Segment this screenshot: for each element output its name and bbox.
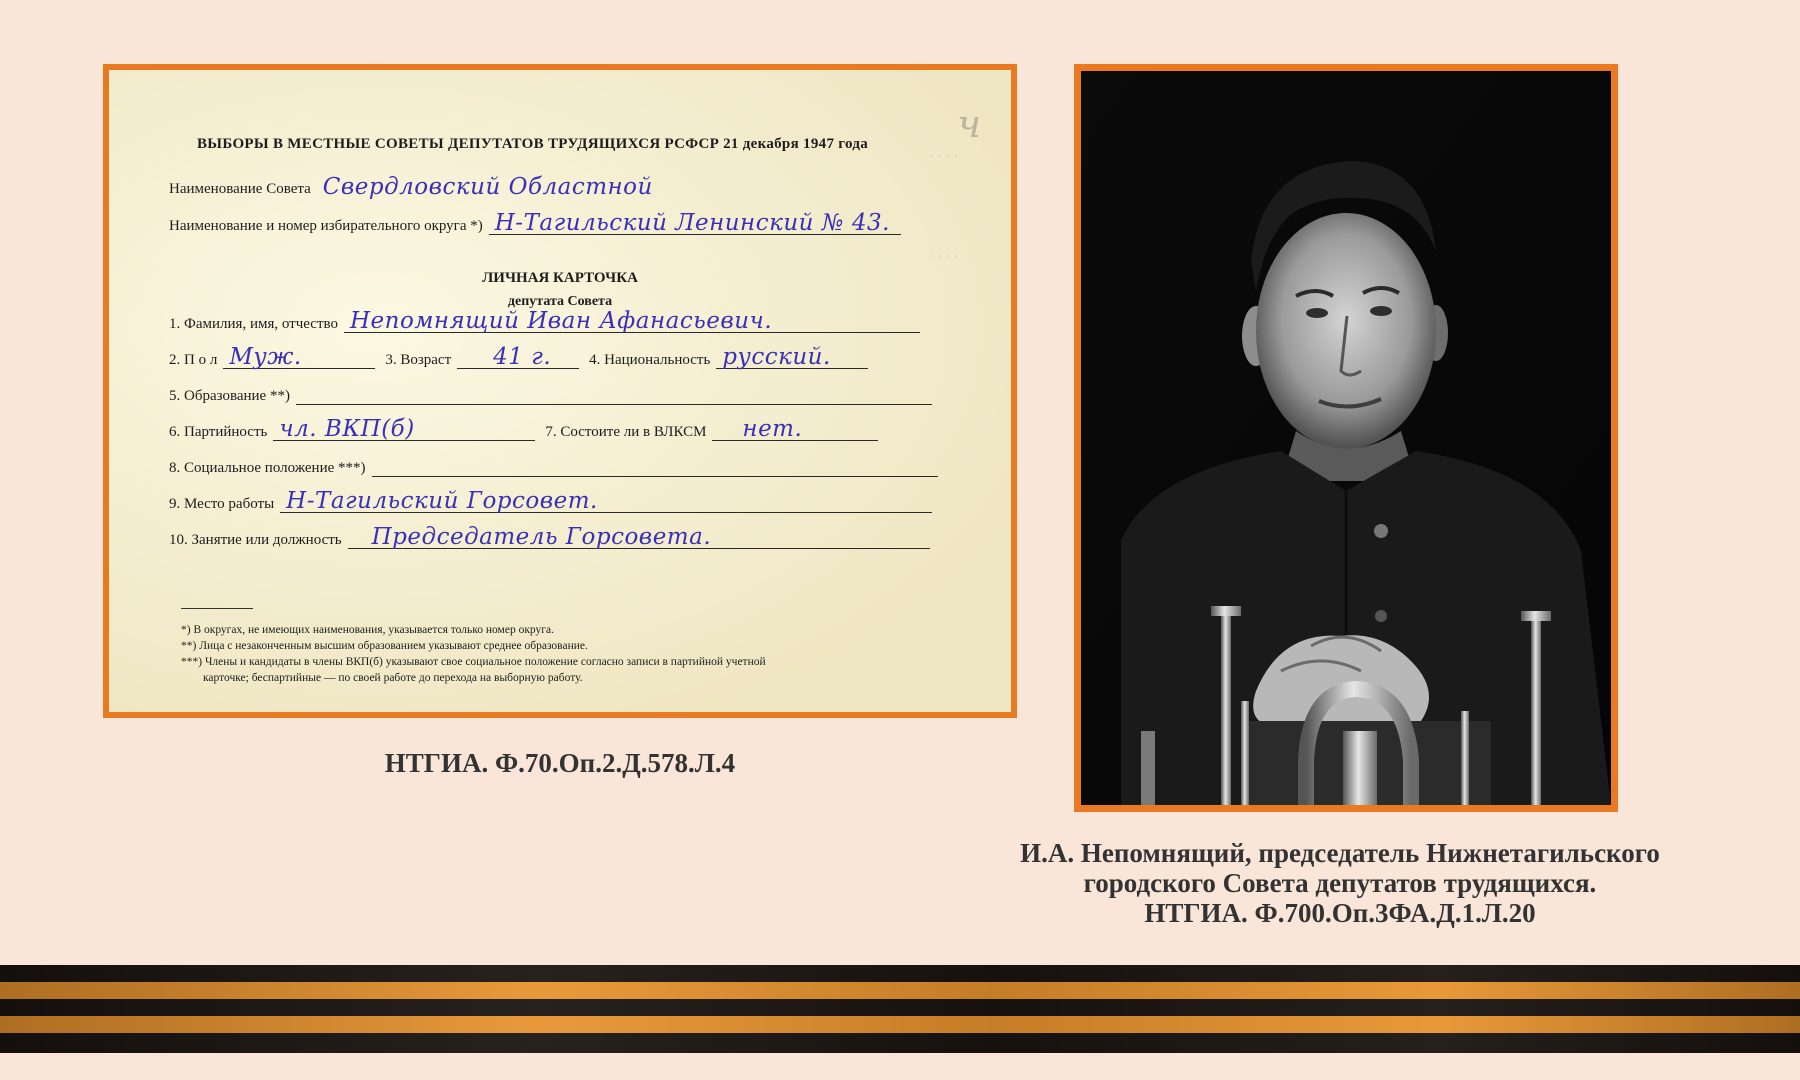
field-value: 41 г. <box>493 344 552 370</box>
photo-caption <box>930 838 1750 928</box>
card-title: ЛИЧНАЯ КАРТОЧКА <box>482 270 638 286</box>
deputy-card-image <box>103 64 1017 718</box>
photo-caption-source: НТГИА. Ф.700.Оп.3ФА.Д.1.Л.20 <box>1144 898 1536 928</box>
portrait-photo <box>1074 64 1618 812</box>
footnote: *) В округах, не имеющих наименования, указывается только номер округа. <box>181 624 554 636</box>
council-value: Свердловский Областной <box>322 174 653 200</box>
deputy-card <box>109 70 1011 712</box>
field-social-status <box>169 458 938 477</box>
field-party-komsomol <box>169 416 878 442</box>
field-label: 8. Социальное положение ***) <box>169 460 366 476</box>
district-row <box>169 210 901 236</box>
council-row <box>169 174 653 200</box>
footnote: **) Лица с незаконченным высшим образованием указывают среднее образование. <box>181 640 588 652</box>
field-label: 6. Партийность <box>169 424 268 440</box>
bleed-through-text: · · · · <box>929 150 959 165</box>
portrait-illustration <box>1081 71 1611 805</box>
field-value: Непомнящий Иван Афанасьевич. <box>349 308 773 334</box>
field-full-name <box>169 308 920 334</box>
field-label: 2. П о л <box>169 352 218 368</box>
field-value: русский. <box>722 344 831 370</box>
field-label: 1. Фамилия, имя, отчество <box>169 316 338 332</box>
field-education <box>169 386 932 405</box>
footnote-divider <box>181 608 253 609</box>
field-label: 9. Место работы <box>169 496 275 512</box>
field-sex-age-nationality <box>169 344 868 370</box>
card-header: ВЫБОРЫ В МЕСТНЫЕ СОВЕТЫ ДЕПУТАТОВ ТРУДЯЩИХСЯ РСФСР 21 декабря 1947 года <box>197 136 869 152</box>
card-caption: НТГИА. Ф.70.Оп.2.Д.578.Л.4 <box>384 748 736 778</box>
field-label: 4. Национальность <box>589 352 711 368</box>
district-value: Н-Тагильский Ленинский № 43. <box>494 210 890 236</box>
photo-caption-line: городского Совета депутатов трудящихся. <box>1083 868 1597 898</box>
field-label: 7. Состоите ли в ВЛКСМ <box>545 424 707 440</box>
field-value: Н-Тагильский Горсовет. <box>286 488 598 514</box>
bleed-through-text: · · · · <box>929 250 959 265</box>
pencil-mark: ч <box>957 102 981 146</box>
field-position <box>169 524 930 550</box>
field-workplace <box>169 488 932 514</box>
field-value: чл. ВКП(б) <box>279 416 415 442</box>
footnote: ***) Члены и кандидаты в члены ВКП(б) указывают свое социальное положение согласно записи в партийной учетной <box>181 656 766 668</box>
footnotes <box>181 622 971 686</box>
field-label: 10. Занятие или должность <box>169 532 342 548</box>
field-label: 5. Образование **) <box>169 388 290 404</box>
council-label: Наименование Совета <box>169 181 311 197</box>
photo-caption-line: И.А. Непомнящий, председатель Нижнетагильского <box>1020 838 1660 868</box>
field-label: 3. Возраст <box>385 352 452 368</box>
field-value: нет. <box>742 416 803 442</box>
st-george-ribbon <box>0 965 1800 1053</box>
field-value: Муж. <box>229 344 302 370</box>
footnote: карточке; беспартийные — по своей работе до перехода на выборную работу. <box>203 672 583 684</box>
district-label: Наименование и номер избирательного округа *) <box>169 218 483 234</box>
card-subtitle: депутата Совета <box>507 294 613 309</box>
field-value: Председатель Горсовета. <box>371 524 712 550</box>
